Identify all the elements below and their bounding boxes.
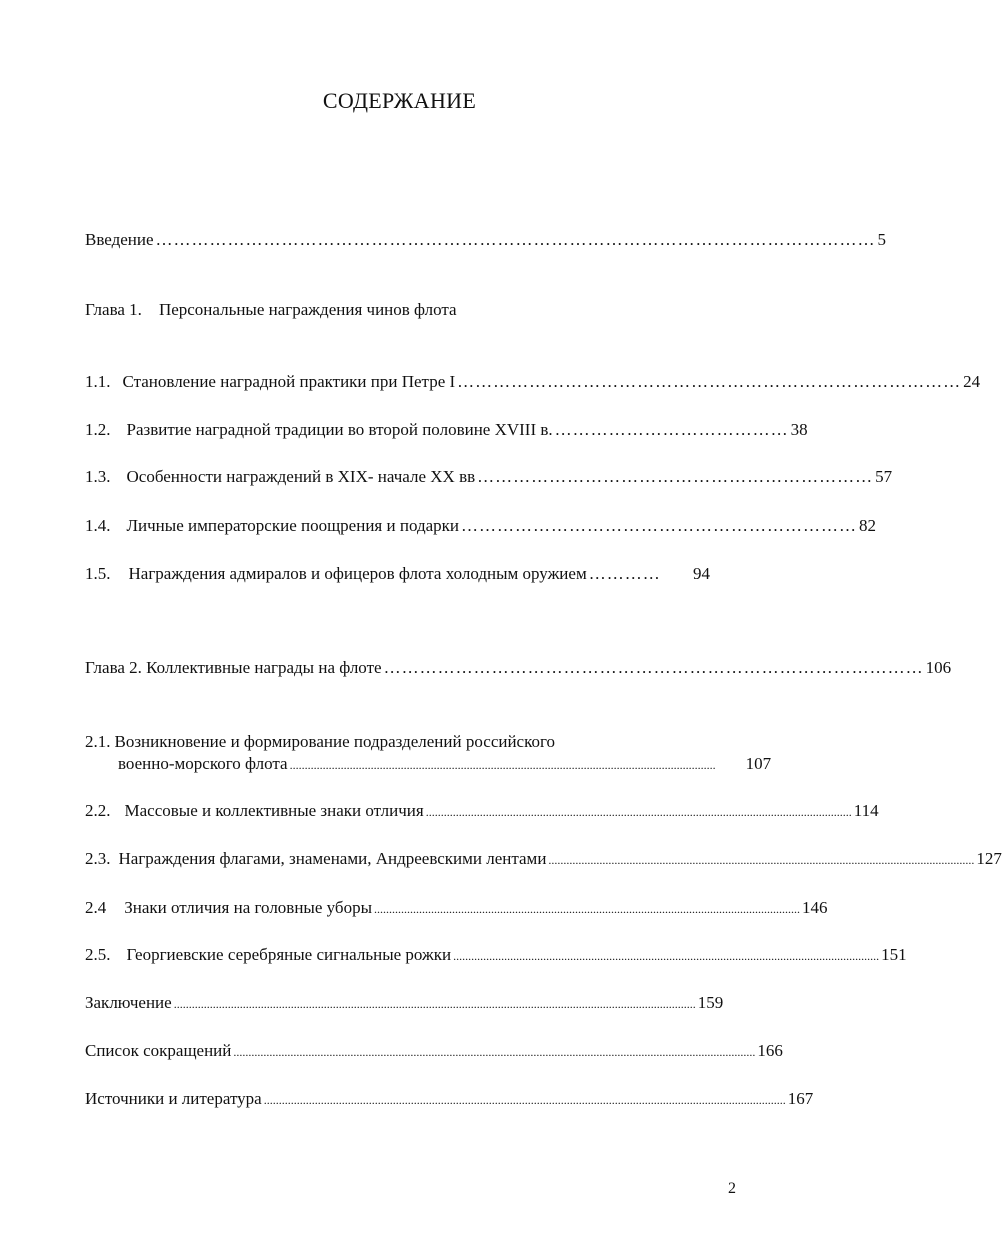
- toc-label: Заключение: [85, 993, 172, 1012]
- toc-entry-1-4: [85, 514, 877, 538]
- leader-dots: …………………………………………………………………………………………………………: [155, 230, 876, 249]
- section-number: 1.1.: [85, 372, 111, 391]
- toc-label: Введение: [85, 230, 154, 249]
- toc-label: Источники и литература: [85, 1089, 262, 1108]
- chapter-1-number: Глава 1.: [85, 300, 142, 319]
- section-number: 2.5.: [85, 945, 111, 964]
- section-title: Становление наградной практики при Петре I: [122, 372, 456, 391]
- toc-page: 82: [859, 516, 877, 535]
- chapter-1-heading: [85, 298, 457, 322]
- toc-entry-1-3: [85, 465, 893, 489]
- section-title: Награждения адмиралов и офицеров флота холодным оружием: [128, 564, 587, 583]
- toc-entry-1-5: [85, 562, 710, 586]
- toc-label: Список сокращений: [85, 1041, 232, 1060]
- section-title-continued: военно-морского флота: [118, 754, 288, 773]
- section-number: 2.2.: [85, 801, 111, 820]
- section-number: 1.3.: [85, 467, 111, 486]
- leader-dots: ………………………………………………………………………………: [383, 658, 924, 677]
- toc-page: 151: [881, 945, 907, 964]
- leader-dots: …………: [588, 564, 661, 583]
- toc-page: 114: [853, 801, 879, 820]
- section-title: Награждения флагами, знаменами, Андреевскими лентами: [118, 849, 547, 868]
- leader-dots: ..............................................................................................................................................................................: [173, 997, 696, 1011]
- chapter-1-title: Персональные награждения чинов флота: [158, 300, 457, 319]
- leader-dots: ..............................................................................................................................................: [374, 902, 800, 916]
- toc-label: Глава 2. Коллективные награды на флоте: [85, 658, 382, 677]
- toc-entry-1-1: [85, 370, 981, 394]
- toc-entry-1-2: [85, 418, 808, 442]
- leader-dots: ..............................................................................................................................................: [289, 758, 716, 772]
- toc-entry-sources: [85, 1087, 814, 1111]
- section-number: 2.1.: [85, 732, 111, 751]
- toc-page: 167: [787, 1089, 814, 1108]
- toc-page: 5: [877, 230, 887, 249]
- toc-entry-2-2: [85, 799, 879, 823]
- leader-dots: ..............................................................................................................................................................................: [263, 1093, 786, 1107]
- section-title: Развитие наградной традиции во второй половине XVIII в.: [126, 420, 553, 439]
- leader-dots: …………………………………………………………: [461, 516, 858, 535]
- toc-page: 127: [976, 849, 1002, 868]
- toc-page: 57: [875, 467, 893, 486]
- toc-entry-2-1-line-2: [118, 752, 772, 776]
- page-title: СОДЕРЖАНИЕ: [322, 88, 477, 113]
- section-title: Массовые и коллективные знаки отличия: [124, 801, 424, 820]
- leader-dots: ..............................................................................................................................................: [453, 949, 880, 963]
- toc-page: 146: [802, 898, 828, 917]
- toc-page: 106: [925, 658, 952, 677]
- page-number: 2: [728, 1180, 736, 1197]
- section-title: Особенности награждений в XIX- начале XX вв: [126, 467, 476, 486]
- toc-entry-conclusion: [85, 991, 724, 1015]
- leader-dots: ..............................................................................................................................................: [425, 805, 852, 819]
- toc-entry-2-3: [85, 847, 1002, 871]
- toc-page: 107: [745, 754, 772, 773]
- leader-dots: …………………………………: [554, 420, 789, 439]
- leader-dots: …………………………………………………………: [477, 467, 874, 486]
- toc-entry-2-1-line-1: [85, 730, 710, 754]
- toc-page: 24: [963, 372, 981, 391]
- leader-dots: ..............................................................................................................................................................................: [233, 1045, 756, 1059]
- section-title: Знаки отличия на головные уборы: [124, 898, 372, 917]
- toc-page: 94: [693, 564, 710, 583]
- toc-entry-introduction: [85, 228, 887, 252]
- leader-dots: ..............................................................................................................................................: [548, 853, 975, 867]
- section-number: 2.4: [85, 898, 107, 917]
- toc-entry-2-4: [85, 896, 828, 920]
- section-number: 1.5.: [85, 564, 111, 583]
- toc-entry-chapter-2: [85, 656, 952, 680]
- section-title: Личные императорские поощрения и подарки: [126, 516, 460, 535]
- toc-page: 166: [757, 1041, 783, 1060]
- toc-entry-abbreviations: [85, 1039, 783, 1063]
- section-number: 2.3.: [85, 849, 111, 868]
- section-number: 1.2.: [85, 420, 111, 439]
- leader-dots: …………………………………………………………………………: [457, 372, 962, 391]
- toc-entry-2-5: [85, 943, 907, 967]
- section-number: 1.4.: [85, 516, 111, 535]
- toc-page: 159: [697, 993, 724, 1012]
- toc-page: 38: [790, 420, 808, 439]
- section-title: Георгиевские серебряные сигнальные рожки: [126, 945, 452, 964]
- section-title: Возникновение и формирование подразделений российского: [114, 732, 556, 751]
